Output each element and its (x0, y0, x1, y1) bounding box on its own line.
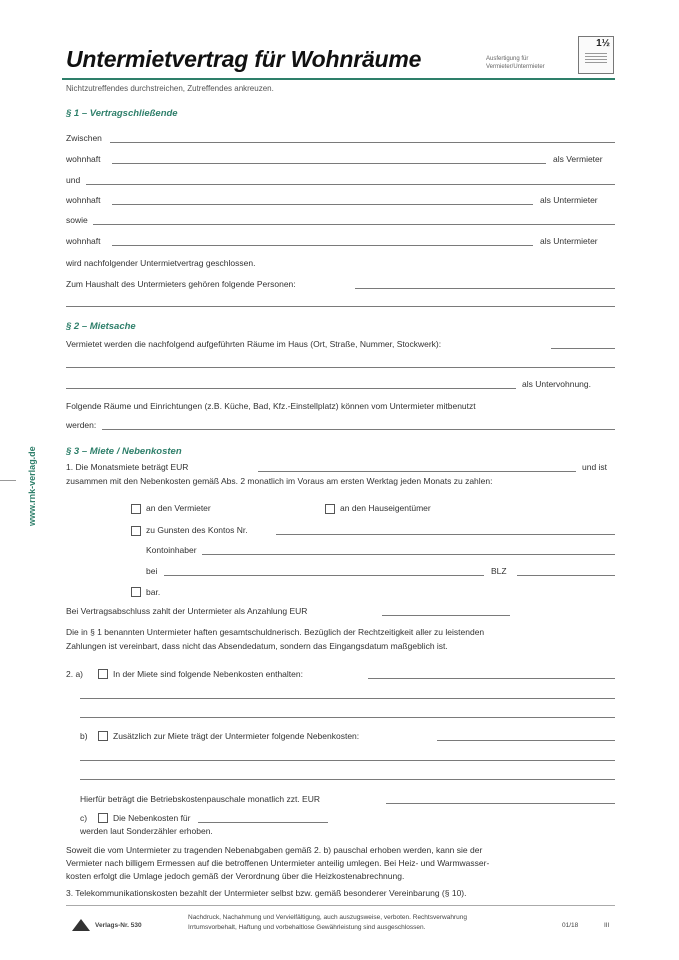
deposit-amount-field[interactable] (382, 615, 510, 616)
footer-page: III (604, 922, 610, 929)
cash-option-label: bar. (146, 587, 161, 597)
cash-checkbox[interactable] (131, 587, 141, 597)
footer-legal-2: Irrtumsvorbehalt, Haftung und vorbehaltlose Gewährleistung sind ausgeschlossen. (188, 924, 426, 931)
joint-liability-text-1: Die in § 1 benannten Untermieter haften gesamtschuldnerisch. Bezüglich der Rechtzeitigkeit aller zu leistenden (66, 627, 485, 637)
rent-label: 1. Die Monatsmiete beträgt EUR (66, 462, 189, 472)
included-costs-field-3[interactable] (80, 717, 615, 718)
section-3-heading: § 3 – Miete / Nebenkosten (66, 446, 182, 457)
allocation-text-3: kosten erfolgt die Umlage jedoch gemäß der Verordnung über die Heizkostenabrechnung. (66, 871, 405, 881)
household-label: Zum Haushalt des Untermieters gehören folgende Personen: (66, 279, 296, 289)
included-costs-field-1[interactable] (368, 678, 615, 679)
included-costs-checkbox[interactable] (98, 669, 108, 679)
residing-label-3: wohnhaft (66, 236, 101, 246)
form-code: Verlags-Nr. 530 (95, 922, 142, 929)
rent-amount-field[interactable] (258, 471, 576, 472)
title-divider (62, 78, 615, 80)
joint-liability-text-2: Zahlungen ist vereinbart, dass nicht das Absendedatum, sondern das Eingangsdatum maßgeblich ist. (66, 641, 448, 651)
household-field-2[interactable] (66, 306, 615, 307)
landlord-checkbox[interactable] (131, 504, 141, 514)
account-option-label: zu Gunsten des Kontos Nr. (146, 525, 248, 535)
shared-rooms-label-2: werden: (66, 420, 97, 430)
publisher-logo-icon (72, 919, 90, 931)
subtenant-address-field-2[interactable] (112, 245, 533, 246)
telecom-costs-text: 3. Telekommunikationskosten bezahlt der Untermieter selbst bzw. gemäß besonderer Vereinbarung (§ 10). (66, 888, 467, 898)
rooms-field-2[interactable] (66, 367, 615, 368)
footer-divider (66, 905, 615, 906)
additional-costs-label: Zusätzlich zur Miete trägt der Untermieter folgende Nebenkosten: (113, 731, 360, 741)
additional-costs-field-3[interactable] (80, 779, 615, 780)
account-holder-field[interactable] (202, 554, 615, 555)
instructions: Nichtzutreffendes durchstreichen, Zutreffendes ankreuzen. (66, 84, 274, 93)
meter-costs-field[interactable] (198, 822, 328, 823)
additional-costs-checkbox[interactable] (98, 731, 108, 741)
role-landlord: als Vermieter (553, 154, 603, 164)
subtenant-name-field-1[interactable] (86, 184, 615, 185)
meter-costs-checkbox[interactable] (98, 813, 108, 823)
landlord-name-field[interactable] (110, 142, 615, 143)
bank-field[interactable] (164, 575, 484, 576)
form-logo-number: 1½ (596, 38, 610, 49)
footer-legal-1: Nachdruck, Nachahmung und Vervielfältigung, auch auszugsweise, verboten. Rechtsverwahrung (188, 914, 467, 921)
additional-costs-field-2[interactable] (80, 760, 615, 761)
account-checkbox[interactable] (131, 526, 141, 536)
deposit-label: Bei Vertragsabschluss zahlt der Untermieter als Anzahlung EUR (66, 606, 308, 616)
unit-label: als Untervohnung. (522, 379, 591, 389)
allocation-text-2: Vermieter nach billigem Ermessen auf die betroffenen Untermieter anteilig umlegen. Bei Heiz- und Warmwasser- (66, 858, 490, 868)
additional-costs-field-1[interactable] (437, 740, 615, 741)
item-2c-number: c) (80, 813, 88, 823)
household-field-1[interactable] (355, 288, 615, 289)
included-costs-label: In der Miete sind folgende Nebenkosten enthalten: (113, 669, 303, 679)
shared-rooms-label: Folgende Räume und Einrichtungen (z.B. Küche, Bad, Kfz.-Einstellplatz) können vom Untermieter mitbenutzt (66, 401, 476, 411)
section-2-heading: § 2 – Mietsache (66, 321, 136, 332)
page-title: Untermietvertrag für Wohnräume (66, 46, 422, 72)
blz-field[interactable] (517, 575, 615, 576)
included-costs-field-2[interactable] (80, 698, 615, 699)
flat-rate-label: Hierfür beträgt die Betriebskostenpauschale monatlich zzt. EUR (80, 794, 321, 804)
and-label: und (66, 175, 81, 185)
landlord-address-field[interactable] (112, 163, 546, 164)
shared-rooms-field[interactable] (102, 429, 615, 430)
header-side-note: Ausfertigung für Vermieter/Untermieter (486, 56, 545, 70)
rooms-field-1[interactable] (551, 348, 615, 349)
publisher-url: www.rnk-verlag.de (27, 446, 37, 526)
and-label-2: sowie (66, 215, 88, 225)
section-1-heading: § 1 – Vertragschließende (66, 108, 178, 119)
owner-checkbox[interactable] (325, 504, 335, 514)
flat-rate-amount-field[interactable] (386, 803, 615, 804)
residing-label-2: wohnhaft (66, 195, 101, 205)
blz-label: BLZ (491, 566, 507, 576)
item-2b-number: b) (80, 731, 88, 741)
payment-terms-text: zusammen mit den Nebenkosten gemäß Abs. 2 monatlich im Voraus am ersten Werktag jeden Monats zu zahlen: (66, 476, 493, 486)
footer-date: 01/18 (562, 922, 579, 929)
rent-label-end: und ist (582, 462, 608, 472)
subtenant-name-field-2[interactable] (93, 224, 615, 225)
fold-mark (0, 480, 16, 481)
contract-closing-text: wird nachfolgender Untermietvertrag geschlossen. (66, 258, 256, 268)
allocation-text-1: Soweit die vom Untermieter zu tragenden Nebenabgaben gemäß 2. b) pauschal erhoben werden, kann sie der (66, 845, 483, 855)
rooms-label: Vermietet werden die nachfolgend aufgeführten Räume im Haus (Ort, Straße, Nummer, Stockwerk): (66, 339, 442, 349)
role-subtenant-1: als Untermieter (540, 195, 598, 205)
item-2a-number: 2. a) (66, 669, 84, 679)
subtenant-address-field-1[interactable] (112, 204, 533, 205)
role-subtenant-2: als Untermieter (540, 236, 598, 246)
rooms-field-3[interactable] (66, 388, 516, 389)
account-number-field[interactable] (276, 534, 615, 535)
meter-costs-label: Die Nebenkosten für (113, 813, 191, 823)
meter-costs-label-2: werden laut Sonderzähler erhoben. (80, 826, 213, 836)
between-label: Zwischen (66, 133, 102, 143)
bank-label: bei (146, 566, 158, 576)
residing-label-1: wohnhaft (66, 154, 101, 164)
form-logo-icon (585, 53, 607, 65)
account-holder-label: Kontoinhaber (146, 545, 197, 555)
landlord-option-label: an den Vermieter (146, 503, 211, 513)
owner-option-label: an den Hauseigentümer (340, 503, 431, 513)
